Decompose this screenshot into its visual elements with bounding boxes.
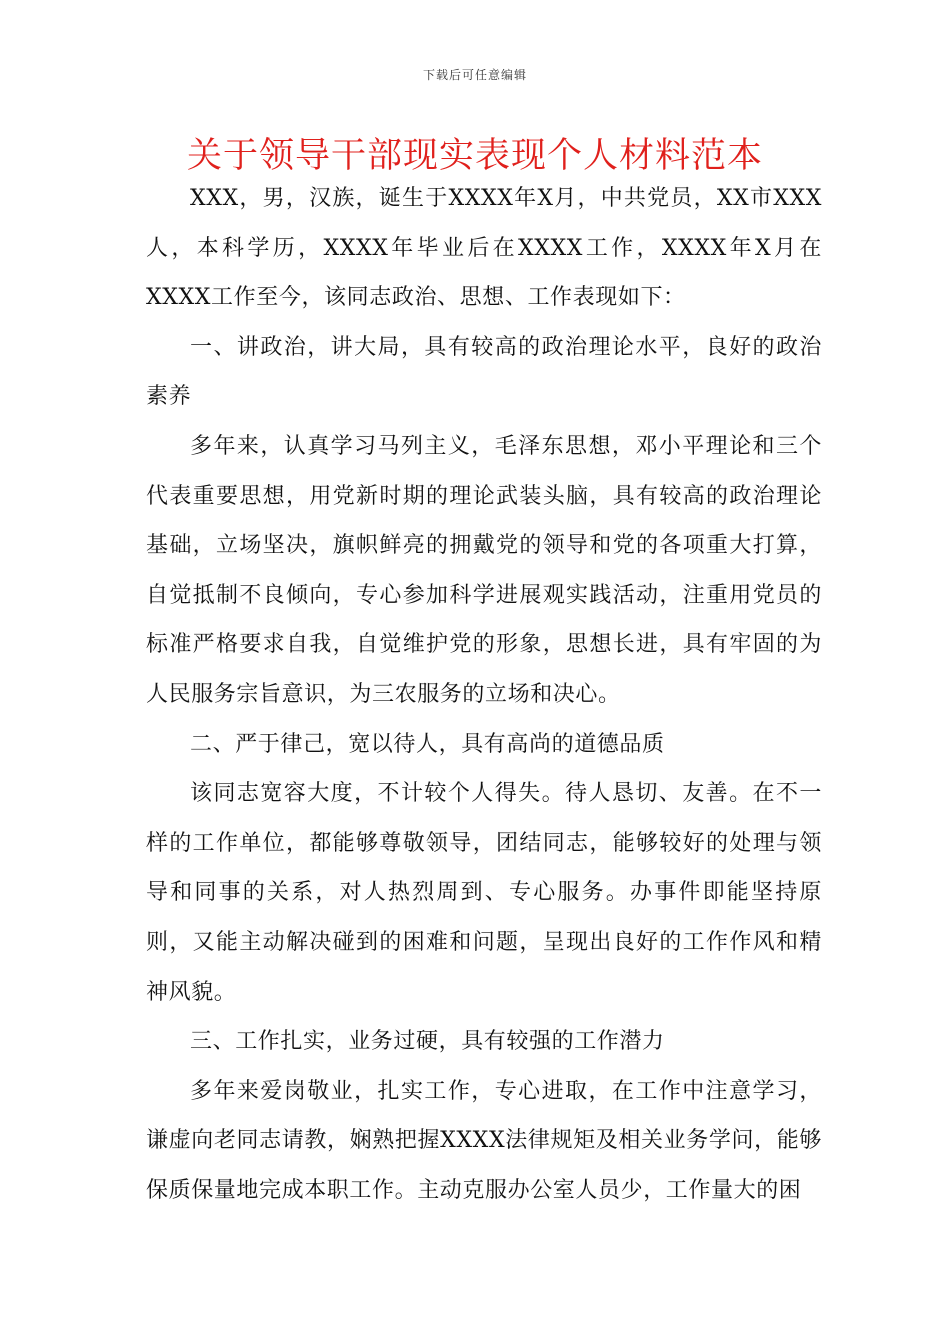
section-heading-2: 二、严于律己，宽以待人，具有高尚的道德品质: [190, 731, 665, 757]
header-note: 下载后可任意编辑: [422, 68, 527, 82]
paragraph-section-3: 多年来爱岗敬业，扎实工作，专心进取，在工作中注意学习，谦虚向老同志请教，娴熟把握XXXX法律规矩及相关业务学问，能够保质保量地完成本职工作。主动克服办公室人员少，工作量大的困: [146, 1078, 822, 1203]
document-title: 关于领导干部现实表现个人材料范本: [186, 136, 763, 176]
paragraph-section-1: 多年来，认真学习马列主义，毛泽东思想，邓小平理论和三个代表重要思想，用党新时期的理论武装头脑，具有较高的政治理论基础，立场坚决，旗帜鲜亮的拥戴党的领导和党的各项重大打算，自觉抵制不良倾向，专心参加科学进展观实践活动，注重用党员的标准严格要求自我，自觉维护党的形象，思想长进，具有牢固的为人民服务宗旨意识，为三农服务的立场和决心。: [146, 433, 822, 707]
document-body: [146, 174, 822, 1215]
paragraph-intro: XXX，男，汉族，诞生于XXXX年X月，中共党员，XX市XXX人，本科学历，XXXX年毕业后在XXXX工作，XXXX年X月在XXXX工作至今，该同志政治、思想、工作表现如下：: [146, 186, 822, 311]
paragraph-section-2: 该同志宽容大度，不计较个人得失。待人恳切、友善。在不一样的工作单位，都能够尊敬领导，团结同志，能够较好的处理与领导和同事的关系，对人热烈周到、专心服务。办事件即能坚持原则，又能主动解决碰到的困难和问题，呈现出良好的工作作风和精神风貌。: [146, 781, 822, 1005]
section-heading-1: 一、讲政治，讲大局，具有较高的政治理论水平，良好的政治素养: [146, 334, 822, 410]
section-heading-3: 三、工作扎实，业务过硬，具有较强的工作潜力: [190, 1029, 665, 1055]
